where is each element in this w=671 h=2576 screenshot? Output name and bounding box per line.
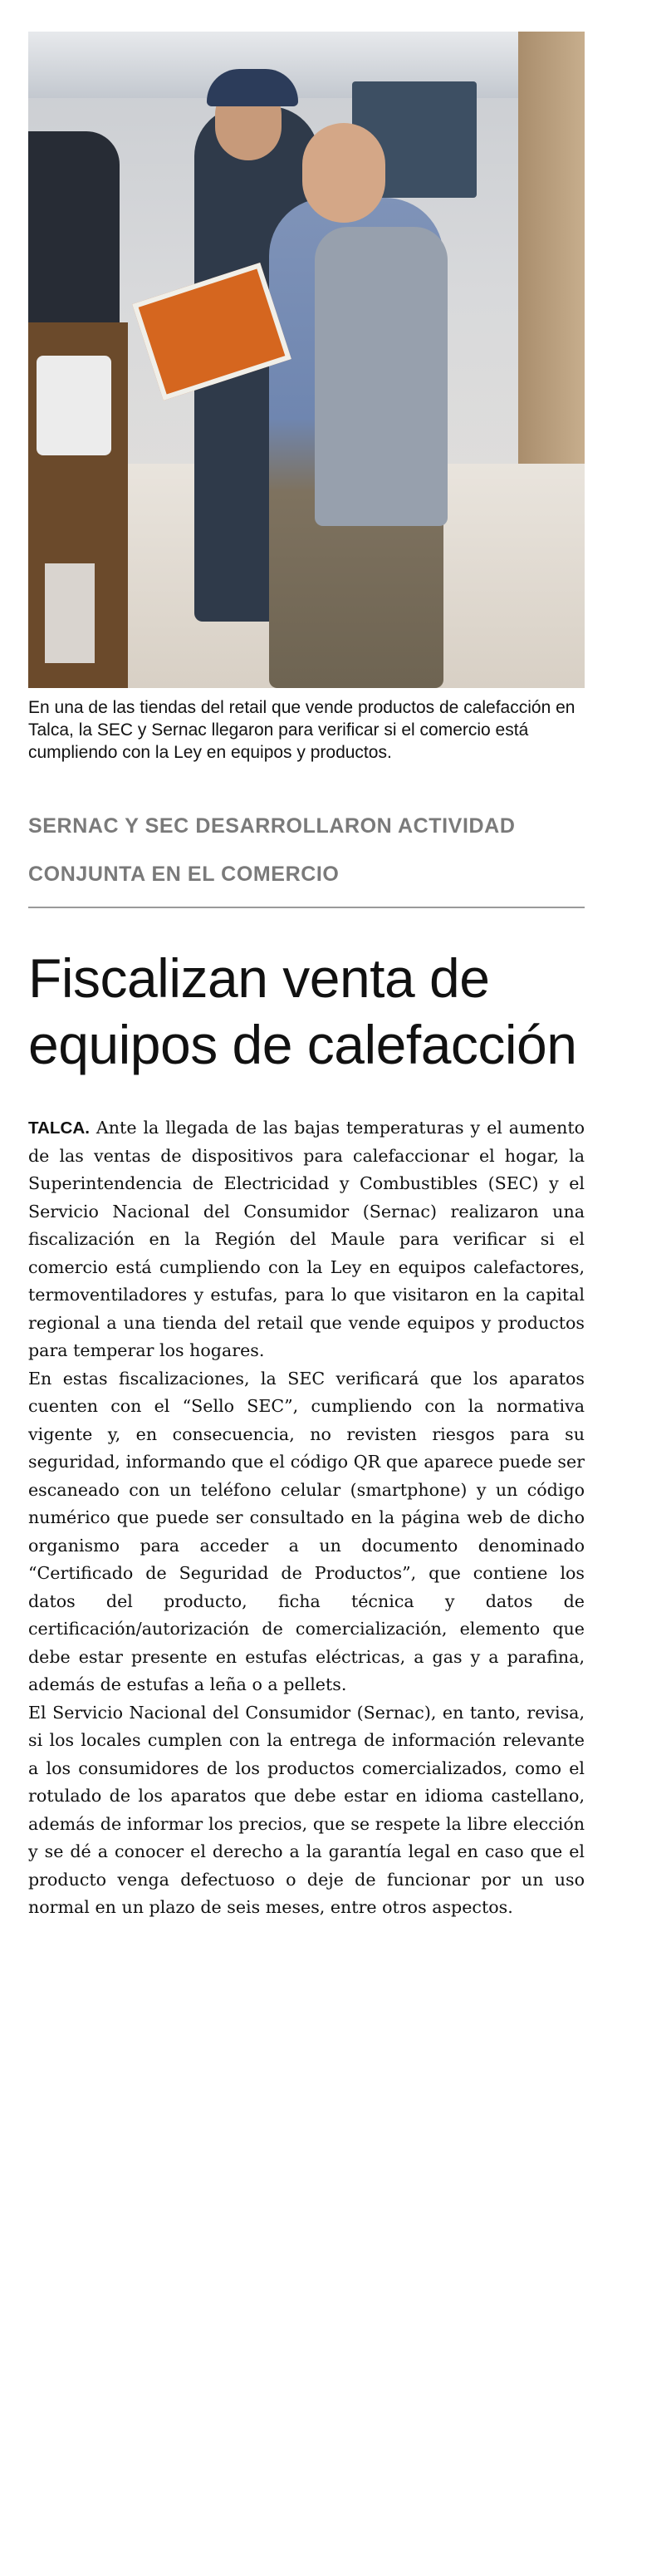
news-photo	[28, 32, 585, 688]
article-headline: Fiscalizan venta de equipos de calefacción	[28, 947, 577, 1075]
article-kicker: SERNAC Y SEC DESARROLLARON ACTIVIDAD CONJUNTA EN EL COMERCIO	[28, 814, 516, 886]
photo-wood-pillar	[518, 32, 585, 464]
photo-ceiling	[28, 32, 585, 98]
article-paragraph-2: En estas fiscalizaciones, la SEC verificará que los aparatos cuenten con el “Sello SEC”, cumpliendo con la normativa vigente y, en consecuencia, no revisten riesgos para su seguridad, informando que el código QR que aparece puede ser escaneado con un teléfono celular (smartphone) y un código numérico que puede ser consultado en la página web de dicho organismo para acceder a un documento denominado “Certificado de Seguridad de Productos”, que contiene los datos del producto, ficha técnica y datos de certificación/autorización de comercialización, elemento que debe estar presente en estufas eléctricas, a gas y a parafina, además de estufas a leña o a pellets.	[28, 1368, 585, 1695]
article-paragraph-3: El Servicio Nacional del Consumidor (Sernac), en tanto, revisa, si los locales cumplen con la entrega de información relevante a los consumidores de los productos comercializados, como el rotulado de los aparatos que debe estar en idioma castellano, además de informar los precios, que se respete la libre elección y se dé a conocer el derecho a la garantía legal en caso que el producto venga defectuoso o deje de funcionar por un uso normal en un plazo de seis meses, entre otros aspectos.	[28, 1702, 585, 1918]
article-paragraph-1	[28, 1114, 585, 1365]
article-page	[28, 32, 585, 1922]
photo-cap	[207, 69, 298, 106]
photo-vest	[315, 227, 448, 526]
article-body	[28, 1114, 585, 1922]
photo-inspector-front-head	[302, 123, 385, 223]
photo-heater-box	[37, 356, 111, 455]
photo-caption: En una de las tiendas del retail que vende productos de calefacción en Talca, la SEC y Sernac llegaron para verificar si el comercio está cumpliendo con la Ley en equipos y productos.	[28, 698, 575, 762]
article-dateline: TALCA.	[28, 1118, 90, 1138]
photo-shelf	[28, 322, 128, 688]
article-paragraph-1-text: Ante la llegada de las bajas temperaturas y el aumento de las ventas de dispositivos para calefaccionar el hogar, la Superintendencia de Electricidad y Combustibles (SEC) y el Servicio Nacional del Consumidor (Sernac) realizaron una fiscalización en la Región del Maule para verificar si el comercio está cumpliendo con la Ley en equipos calefactores, termoventiladores y estufas, para lo que visitaron en la capital regional a una tienda del retail que vende equipos y productos para temperar los hogares.	[28, 1118, 585, 1361]
photo-product-box	[45, 563, 95, 663]
kicker-divider	[28, 907, 585, 908]
